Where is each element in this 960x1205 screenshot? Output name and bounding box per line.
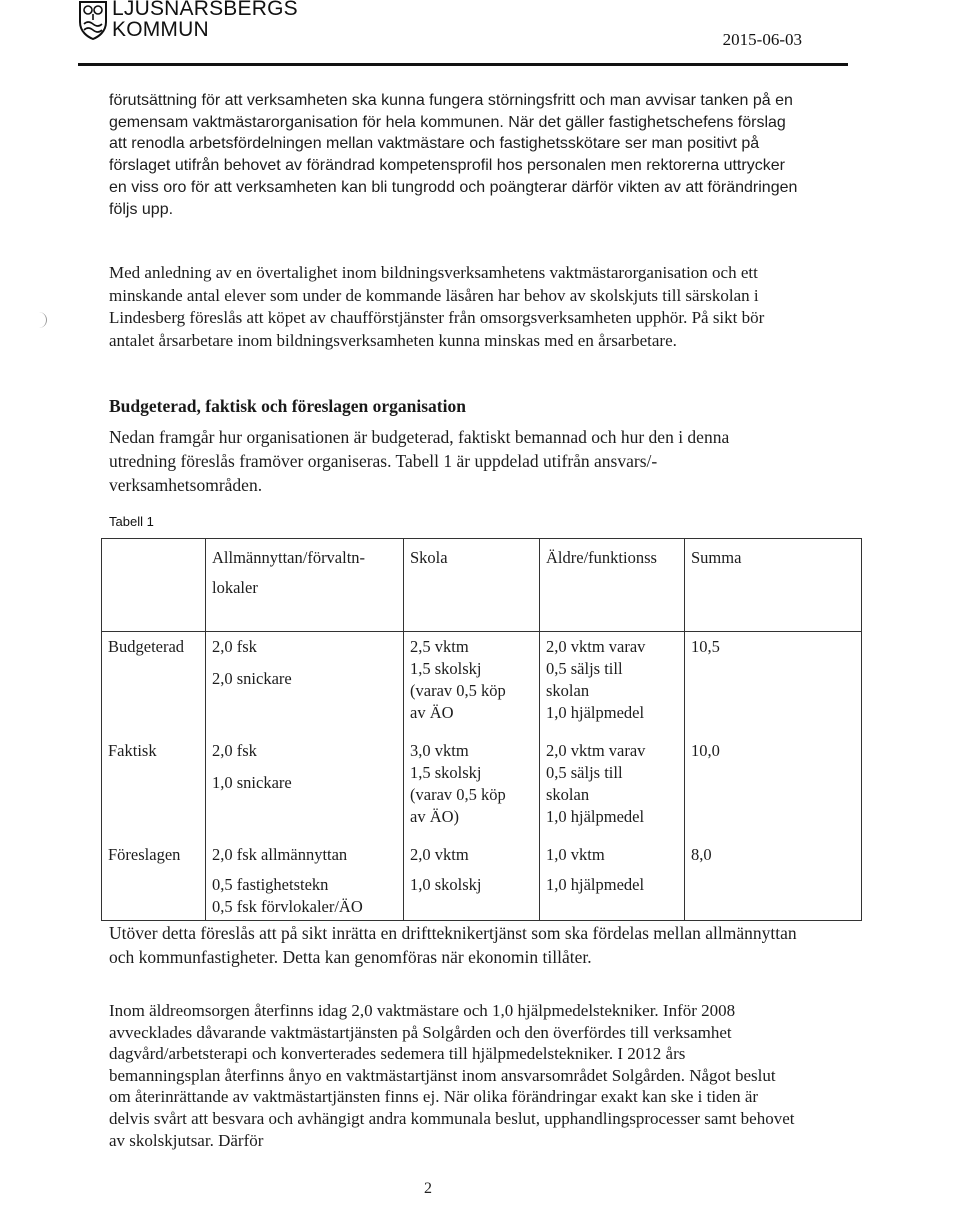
paragraph-3: Nedan framgår hur organisationen är budgeterad, faktiskt bemannad och hur den i denna utredning föreslås framöver organiseras. Tabell 1 är uppdelad utifrån ansvars/-verksamhetsområden.	[109, 427, 730, 495]
table-header-row	[102, 539, 862, 632]
organisation-table	[101, 538, 862, 921]
paragraph-4: Utöver detta föreslås att på sikt inrätta en driftteknikertjänst som ska fördelas mellan allmännyttan och kommunfastigheter. Detta kan genomföras när ekonomin tillåter.	[109, 923, 797, 967]
table-header-empty	[102, 539, 206, 632]
row-label: Faktisk	[102, 736, 206, 840]
page-number: 2	[424, 1180, 432, 1197]
sum-cell: 10,0	[685, 736, 862, 840]
sum-cell: 8,0	[685, 840, 862, 921]
table-cell: 2,0 fsk allmännyttan 0,5 fastighetstekn 0,5 fsk förvlokaler/ÄO	[206, 840, 404, 921]
row-label: Föreslagen	[102, 840, 206, 921]
table-row	[102, 632, 862, 737]
municipal-coat-of-arms-icon	[78, 0, 108, 40]
table-caption: Tabell 1	[109, 514, 154, 529]
table-cell: 1,0 vktm 1,0 hjälpmedel	[540, 840, 685, 921]
organization-name	[112, 0, 298, 40]
table-row	[102, 840, 862, 921]
table-header-cell: Skola	[404, 539, 540, 632]
table-cell: 2,0 fsk 2,0 snickare	[206, 632, 404, 737]
margin-mark	[38, 312, 47, 328]
table-header-cell: Äldre/funktionss	[540, 539, 685, 632]
letterhead	[78, 0, 850, 68]
org-name-line1: LJUSNARSBERGS	[112, 0, 298, 20]
table-row	[102, 736, 862, 840]
table-cell: 2,0 vktm 1,0 skolskj	[404, 840, 540, 921]
header-divider	[78, 63, 848, 66]
table-cell: 2,0 vktm varav 0,5 säljs till skolan 1,0 hjälpmedel	[540, 736, 685, 840]
table-cell: 2,5 vktm 1,5 skolskj (varav 0,5 köp av ÄO	[404, 632, 540, 737]
table-cell: 2,0 vktm varav 0,5 säljs till skolan 1,0 hjälpmedel	[540, 632, 685, 737]
section-heading: Budgeterad, faktisk och föreslagen organisation	[109, 396, 466, 416]
table-header-cell: Allmännyttan/förvaltn- lokaler	[206, 539, 404, 632]
paragraph-5: Inom äldreomsorgen återfinns idag 2,0 vaktmästare och 1,0 hjälpmedelstekniker. Inför 2008 avvecklades dåvarande vaktmästartjänsten på Solgården och den överfördes till verksamhet dagvård/arbetsterapi och konverterades sedemera till hjälpmedelstekniker. I 2012 års bemanningsplan återfinns ånyo en vaktmästartjänst inom ansvarsområdet Solgården. Något beslut om återinrättande av vaktmästartjänsten finns ej. När olika förändringar exakt kan ske i tiden är delvis svårt att besvara och avhängigt andra kommunala beslut, upphandlingsprocesser samt behovet av skolskjutsar. Därför	[109, 1001, 795, 1150]
row-label: Budgeterad	[102, 632, 206, 737]
paragraph-1: förutsättning för att verksamheten ska kunna fungera störningsfritt och man avvisar tanken på en gemensam vaktmästarorganisation för hela kommunen. När det gäller fastighetschefens förslag att renodla arbetsfördelningen mellan vaktmästare och fastighetsskötare ser man positivt på förslaget utifrån behovet av förändrad kompetensprofil hos personalen men rektorerna uttrycker en viss oro för att verksamheten kan bli tungrodd och poängterar därför vikten av att förändringen följs upp.	[109, 92, 798, 218]
sum-cell: 10,5	[685, 632, 862, 737]
table-header-cell: Summa	[685, 539, 862, 632]
org-name-line2: KOMMUN	[112, 18, 209, 41]
document-date: 2015-06-03	[722, 30, 802, 49]
table-cell: 3,0 vktm 1,5 skolskj (varav 0,5 köp av ÄO)	[404, 736, 540, 840]
table-cell: 2,0 fsk 1,0 snickare	[206, 736, 404, 840]
paragraph-2: Med anledning av en övertalighet inom bildningsverksamhetens vaktmästarorganisation och ett minskande antal elever som under de kommande läsåren har behov av skolskjuts till särskolan i Lindesberg föreslås att köpet av chaufförstjänster från omsorgsverksamheten upphör. På sikt bör antalet årsarbetare inom bildningsverksamheten kunna minskas med en årsarbetare.	[109, 263, 765, 350]
